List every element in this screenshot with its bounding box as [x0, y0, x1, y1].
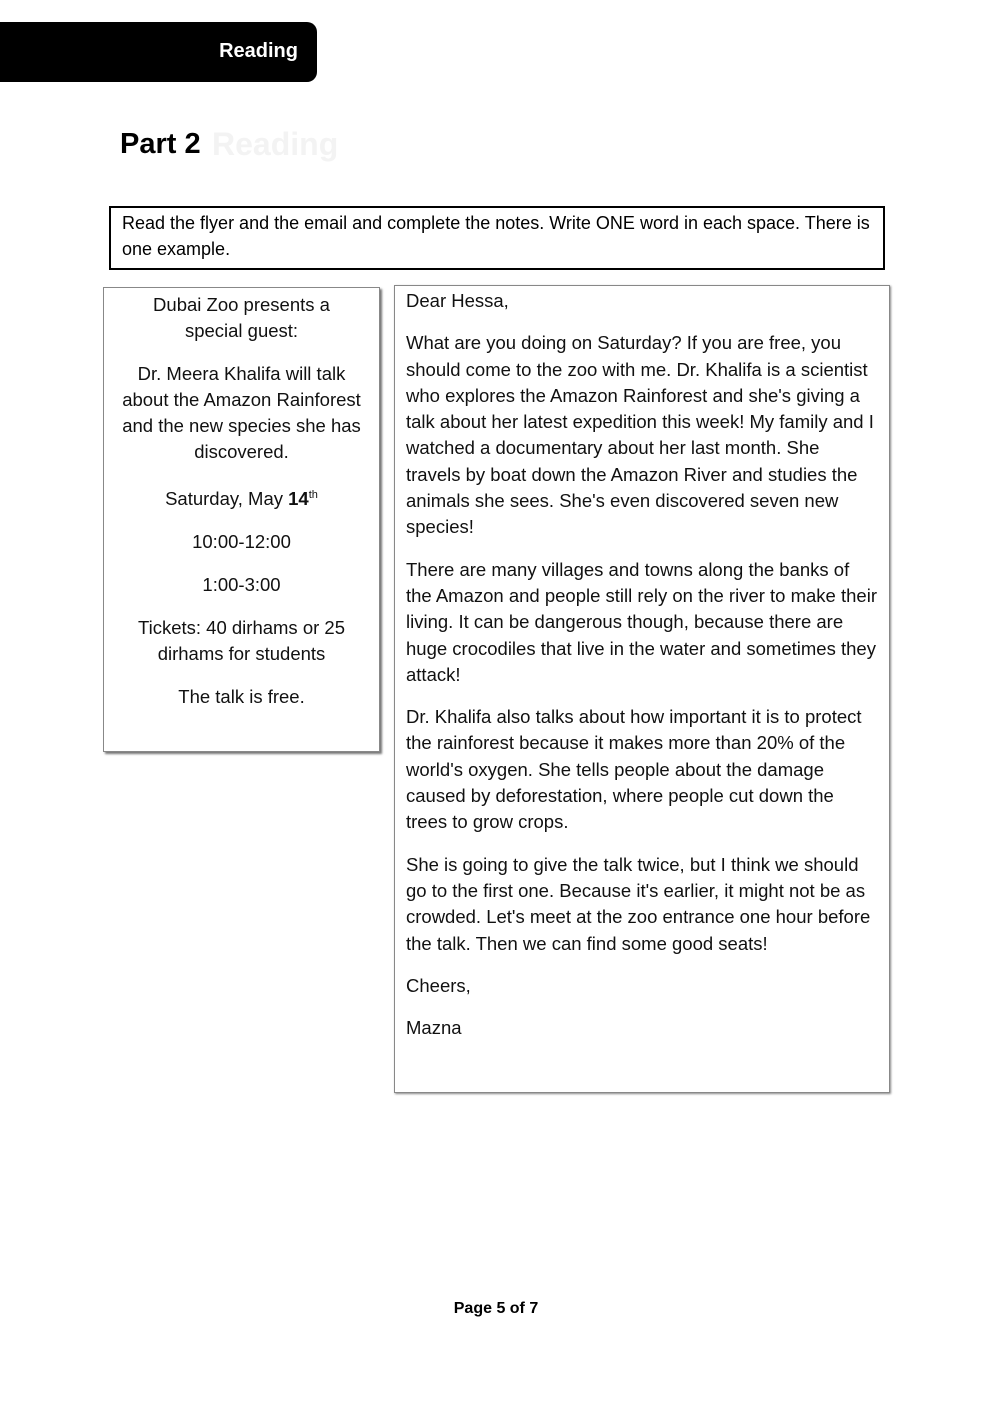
- flyer-title: Dubai Zoo presents a special guest:: [153, 294, 330, 341]
- flyer-date: [104, 482, 379, 512]
- part-title: Part 2: [120, 128, 201, 160]
- flyer-time-2: 1:00-3:00: [202, 574, 281, 596]
- flyer-date-day: 14: [288, 488, 309, 510]
- email: [394, 285, 890, 1093]
- part-ghost-text: Reading: [212, 126, 339, 162]
- flyer-description: Dr. Meera Khalifa will talk about the Amazon Rainforest and the new species she has discovered.: [122, 363, 361, 462]
- flyer-date-suffix: th: [308, 489, 318, 501]
- section-tab: [0, 22, 317, 82]
- email-signature: Mazna: [406, 1017, 462, 1039]
- section-tab-label: Reading: [219, 40, 298, 62]
- email-paragraph-3: Dr. Khalifa also talks about how important it is to protect the rainforest because it makes more than 20% of the world's oxygen. She tells people about the damage caused by deforestation, where people cut down the trees to grow crops.: [406, 706, 862, 833]
- flyer-time-1: 10:00-12:00: [192, 531, 291, 553]
- email-greeting: Dear Hessa,: [406, 290, 509, 311]
- email-paragraph-1: What are you doing on Saturday? If you are free, you should come to the zoo with me. Dr. Khalifa is a scientist who explores the Amazon Rainforest and she's giving a talk about her latest expedition this week! My family and I watched a documentary about her last month. She travels by boat down the Amazon River and studies the animals she sees. She's even discovered seven new species!: [406, 332, 874, 538]
- email-paragraph-4: She is going to give the talk twice, but I think we should go to the first one. Because it's earlier, it might not be as crowded. Let's meet at the zoo entrance one hour before the talk. Then we can find some good seats!: [406, 853, 871, 954]
- flyer-tickets: Tickets: 40 dirhams or 25 dirhams for students: [137, 617, 345, 665]
- page-number: Page 5 of 7: [453, 1300, 539, 1317]
- email-paragraph-2: There are many villages and towns along the banks of the Amazon and people still rely on the river to make their living. It can be dangerous though, because there are huge crocodiles that live in the water and sometimes they attack!: [406, 558, 877, 685]
- flyer-talk-note: The talk is free.: [178, 686, 305, 708]
- email-closing: Cheers,: [406, 974, 471, 996]
- flyer: [103, 287, 380, 752]
- instructions-box: Read the flyer and the email and complete the notes. Write ONE word in each space. There is one example.: [109, 206, 885, 270]
- flyer-date-prefix: Saturday, May: [165, 488, 283, 510]
